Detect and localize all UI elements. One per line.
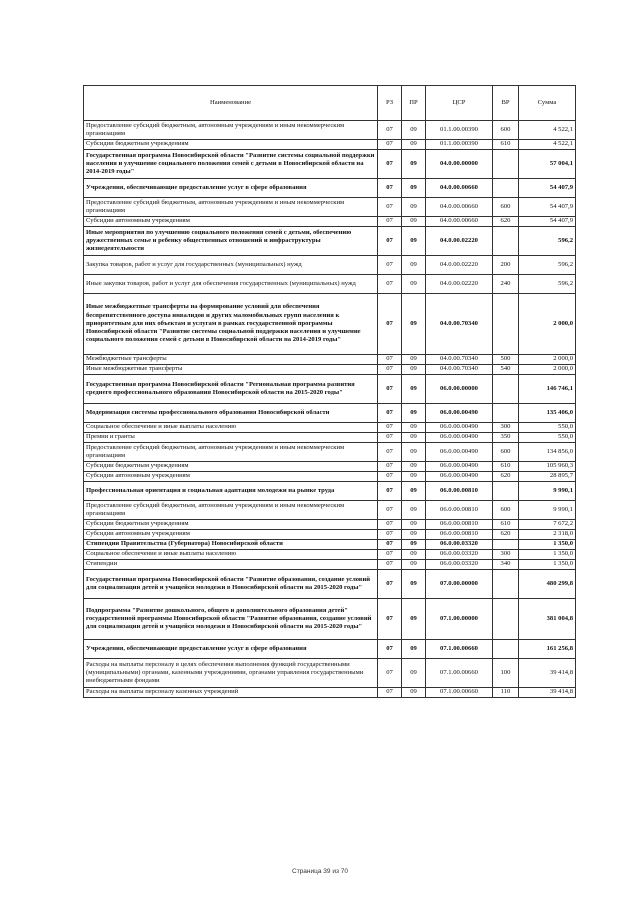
- row-csr-cell: 04.0.00.70340: [426, 355, 493, 365]
- row-sum-cell: 596,2: [519, 275, 576, 294]
- budget-table: [83, 85, 576, 698]
- row-sum-cell: 146 746,1: [519, 375, 576, 404]
- row-pr-cell: 09: [402, 121, 426, 140]
- table-row: [84, 560, 576, 570]
- row-pr-cell: 09: [402, 472, 426, 482]
- row-sum-cell: 1 350,0: [519, 550, 576, 560]
- row-pr-cell: 09: [402, 443, 426, 462]
- row-sum-cell: 57 004,1: [519, 150, 576, 179]
- row-rz-cell: 07: [378, 423, 402, 433]
- row-rz-cell: 07: [378, 355, 402, 365]
- row-rz-cell: 07: [378, 560, 402, 570]
- row-vr-cell: [493, 482, 519, 501]
- row-name-cell: Подпрограмма "Развитие дошкольного, общего и дополнительного образования детей" государственной программы Новосибирской области "Развитие образования, создание условий для социализации детей и учащейся молодежи в Новосибирской области на 2015-2020 годы": [84, 599, 378, 640]
- row-csr-cell: 06.0.00.00000: [426, 375, 493, 404]
- row-vr-cell: 350: [493, 433, 519, 443]
- row-csr-cell: 04.0.00.00660: [426, 198, 493, 217]
- table-row: [84, 433, 576, 443]
- row-name-cell: Профессиональная ориентация и социальная адаптация молодежи на рынке труда: [84, 482, 378, 501]
- row-pr-cell: 09: [402, 688, 426, 698]
- row-sum-cell: 28 895,7: [519, 472, 576, 482]
- row-vr-cell: [493, 294, 519, 355]
- row-vr-cell: [493, 150, 519, 179]
- row-vr-cell: 600: [493, 443, 519, 462]
- row-name-cell: Модернизация системы профессионального образования Новосибирской области: [84, 404, 378, 423]
- row-sum-cell: 4 522,1: [519, 140, 576, 150]
- row-rz-cell: 07: [378, 433, 402, 443]
- row-name-cell: Иные мероприятия по улучшению социального положения семей с детьми, обеспечению дружественных семье и ребенку общественных отношений и инфраструктуры жизнедеятельности: [84, 227, 378, 256]
- row-rz-cell: 07: [378, 443, 402, 462]
- row-sum-cell: 105 960,3: [519, 462, 576, 472]
- row-vr-cell: 300: [493, 423, 519, 433]
- row-csr-cell: 06.0.00.00810: [426, 482, 493, 501]
- row-vr-cell: 500: [493, 355, 519, 365]
- row-rz-cell: 07: [378, 530, 402, 540]
- row-vr-cell: 300: [493, 550, 519, 560]
- row-sum-cell: 135 406,0: [519, 404, 576, 423]
- header-sum: Сумма: [519, 86, 576, 121]
- table-row: [84, 520, 576, 530]
- row-pr-cell: 09: [402, 540, 426, 550]
- row-sum-cell: 7 672,2: [519, 520, 576, 530]
- row-name-cell: Государственная программа Новосибирской области "Развитие образования, создание условий для социализации детей и учащейся молодежи в Новосибирской области на 2015-2020 годы": [84, 570, 378, 599]
- row-pr-cell: 09: [402, 217, 426, 227]
- row-name-cell: Учреждения, обеспечивающие предоставление услуг в сфере образования: [84, 179, 378, 198]
- row-csr-cell: 01.1.00.00390: [426, 140, 493, 150]
- row-pr-cell: 09: [402, 256, 426, 275]
- row-csr-cell: 06.0.00.00490: [426, 472, 493, 482]
- row-pr-cell: 09: [402, 433, 426, 443]
- row-sum-cell: 550,0: [519, 423, 576, 433]
- row-name-cell: Субсидии автономным учреждениям: [84, 530, 378, 540]
- row-vr-cell: 240: [493, 275, 519, 294]
- row-rz-cell: 07: [378, 227, 402, 256]
- row-name-cell: Субсидии автономным учреждениям: [84, 217, 378, 227]
- row-pr-cell: 09: [402, 140, 426, 150]
- row-csr-cell: 06.0.00.03320: [426, 540, 493, 550]
- row-name-cell: Учреждения, обеспечивающие предоставление услуг в сфере образования: [84, 640, 378, 659]
- table-row: [84, 423, 576, 433]
- row-sum-cell: 2 000,0: [519, 355, 576, 365]
- row-vr-cell: [493, 599, 519, 640]
- row-name-cell: Предоставление субсидий бюджетным, автономным учреждениям и иным некоммерческим организациям: [84, 501, 378, 520]
- row-sum-cell: 2 318,0: [519, 530, 576, 540]
- row-pr-cell: 09: [402, 150, 426, 179]
- row-vr-cell: [493, 540, 519, 550]
- row-vr-cell: [493, 640, 519, 659]
- row-csr-cell: 06.0.00.00490: [426, 423, 493, 433]
- row-pr-cell: 09: [402, 570, 426, 599]
- row-csr-cell: 07.1.00.00660: [426, 688, 493, 698]
- row-rz-cell: 07: [378, 256, 402, 275]
- row-rz-cell: 07: [378, 217, 402, 227]
- row-sum-cell: 9 990,1: [519, 482, 576, 501]
- row-csr-cell: 06.0.00.00490: [426, 433, 493, 443]
- table-row: [84, 570, 576, 599]
- row-csr-cell: 01.1.00.00390: [426, 121, 493, 140]
- row-rz-cell: 07: [378, 501, 402, 520]
- row-vr-cell: 600: [493, 198, 519, 217]
- row-vr-cell: [493, 227, 519, 256]
- row-name-cell: Стипендии: [84, 560, 378, 570]
- table-row: [84, 217, 576, 227]
- row-sum-cell: 1 350,0: [519, 540, 576, 550]
- row-rz-cell: 07: [378, 375, 402, 404]
- row-csr-cell: 06.0.00.00490: [426, 462, 493, 472]
- row-sum-cell: 39 414,8: [519, 688, 576, 698]
- row-name-cell: Предоставление субсидий бюджетным, автономным учреждениям и иным некоммерческим организациям: [84, 443, 378, 462]
- table-row: [84, 443, 576, 462]
- row-name-cell: Социальное обеспечение и иные выплаты населению: [84, 550, 378, 560]
- row-sum-cell: 480 299,8: [519, 570, 576, 599]
- row-rz-cell: 07: [378, 404, 402, 423]
- table-row: [84, 472, 576, 482]
- table-row: [84, 198, 576, 217]
- row-csr-cell: 06.0.00.03320: [426, 550, 493, 560]
- row-name-cell: Субсидии бюджетным учреждениям: [84, 140, 378, 150]
- row-rz-cell: 07: [378, 150, 402, 179]
- row-rz-cell: 07: [378, 540, 402, 550]
- row-sum-cell: 54 407,9: [519, 198, 576, 217]
- row-rz-cell: 07: [378, 121, 402, 140]
- row-name-cell: Субсидии бюджетным учреждениям: [84, 520, 378, 530]
- row-name-cell: Предоставление субсидий бюджетным, автономным учреждениям и иным некоммерческим организациям: [84, 121, 378, 140]
- row-name-cell: Межбюджетные трансферты: [84, 355, 378, 365]
- table-row: [84, 501, 576, 520]
- row-vr-cell: 620: [493, 530, 519, 540]
- row-rz-cell: 07: [378, 659, 402, 688]
- header-rz: РЗ: [378, 86, 402, 121]
- table-row: [84, 294, 576, 355]
- table-row: [84, 150, 576, 179]
- table-row: [84, 404, 576, 423]
- table-row: [84, 640, 576, 659]
- row-pr-cell: 09: [402, 179, 426, 198]
- row-pr-cell: 09: [402, 423, 426, 433]
- table-row: [84, 355, 576, 365]
- row-rz-cell: 07: [378, 688, 402, 698]
- row-pr-cell: 09: [402, 227, 426, 256]
- row-vr-cell: 100: [493, 659, 519, 688]
- row-sum-cell: 596,2: [519, 227, 576, 256]
- row-pr-cell: 09: [402, 275, 426, 294]
- row-name-cell: Премии и гранты: [84, 433, 378, 443]
- row-csr-cell: 06.0.00.00810: [426, 501, 493, 520]
- row-rz-cell: 07: [378, 275, 402, 294]
- row-name-cell: Иные закупки товаров, работ и услуг для обеспечения государственных (муниципальных) нужд: [84, 275, 378, 294]
- row-pr-cell: 09: [402, 520, 426, 530]
- table-row: [84, 140, 576, 150]
- row-vr-cell: 200: [493, 256, 519, 275]
- row-pr-cell: 09: [402, 550, 426, 560]
- row-rz-cell: 07: [378, 640, 402, 659]
- row-pr-cell: 09: [402, 462, 426, 472]
- row-rz-cell: 07: [378, 472, 402, 482]
- table-row: [84, 659, 576, 688]
- table-row: [84, 256, 576, 275]
- row-pr-cell: 09: [402, 355, 426, 365]
- row-pr-cell: 09: [402, 365, 426, 375]
- table-row: [84, 275, 576, 294]
- row-vr-cell: 610: [493, 462, 519, 472]
- row-rz-cell: 07: [378, 462, 402, 472]
- row-name-cell: Иные межбюджетные трансферты: [84, 365, 378, 375]
- row-name-cell: Закупка товаров, работ и услуг для государственных (муниципальных) нужд: [84, 256, 378, 275]
- row-vr-cell: 620: [493, 472, 519, 482]
- row-name-cell: Субсидии автономным учреждениям: [84, 472, 378, 482]
- row-sum-cell: 134 856,0: [519, 443, 576, 462]
- row-csr-cell: 06.0.00.00810: [426, 520, 493, 530]
- row-vr-cell: 620: [493, 217, 519, 227]
- row-sum-cell: 9 990,1: [519, 501, 576, 520]
- row-sum-cell: 54 407,9: [519, 179, 576, 198]
- row-rz-cell: 07: [378, 294, 402, 355]
- row-vr-cell: 610: [493, 140, 519, 150]
- table-row: [84, 482, 576, 501]
- row-name-cell: Государственная программа Новосибирской области "Региональная программа развития среднего профессионального образования Новосибирской области на 2015-2020 годы": [84, 375, 378, 404]
- row-csr-cell: 04.0.00.02220: [426, 227, 493, 256]
- table-row: [84, 550, 576, 560]
- table-row: [84, 462, 576, 472]
- row-rz-cell: 07: [378, 365, 402, 375]
- table-row: [84, 530, 576, 540]
- row-csr-cell: 04.0.00.70340: [426, 294, 493, 355]
- row-name-cell: Стипендии Правительства (Губернатора) Новосибирской области: [84, 540, 378, 550]
- row-vr-cell: [493, 375, 519, 404]
- row-rz-cell: 07: [378, 550, 402, 560]
- row-sum-cell: 2 000,0: [519, 294, 576, 355]
- row-pr-cell: 09: [402, 659, 426, 688]
- row-sum-cell: 54 407,9: [519, 217, 576, 227]
- row-sum-cell: 550,0: [519, 433, 576, 443]
- row-name-cell: Субсидии бюджетным учреждениям: [84, 462, 378, 472]
- row-vr-cell: 540: [493, 365, 519, 375]
- row-vr-cell: 340: [493, 560, 519, 570]
- page-number: Страница 39 из 70: [292, 868, 348, 875]
- row-name-cell: Иные межбюджетные трансферты на формирование условий для обеспечения беспрепятственного доступа инвалидов и других маломобильных групп населения к приоритетным для них объектам и услугам в рамках государственной программы Новосибирской области "Развитие системы социальной поддержки населения и улучшение социального положения семей с детьми в Новосибирской области на 2014-2019 годы": [84, 294, 378, 355]
- row-csr-cell: 04.0.00.00660: [426, 217, 493, 227]
- table-header-row: [84, 86, 576, 121]
- row-sum-cell: 39 414,8: [519, 659, 576, 688]
- row-csr-cell: 07.1.00.00000: [426, 599, 493, 640]
- row-pr-cell: 09: [402, 599, 426, 640]
- row-csr-cell: 04.0.00.00660: [426, 179, 493, 198]
- table-row: [84, 540, 576, 550]
- row-name-cell: Государственная программа Новосибирской области "Развитие системы социальной поддержки населения и улучшение социального положения семей с детьми в Новосибирской области на 2014-2019 годы": [84, 150, 378, 179]
- row-rz-cell: 07: [378, 179, 402, 198]
- row-name-cell: Расходы на выплаты персоналу в целях обеспечения выполнения функций государственными (муниципальными) органами, казенными учреждениями, органами управления государственными внебюджетными фондами: [84, 659, 378, 688]
- row-sum-cell: 1 350,0: [519, 560, 576, 570]
- header-name: Наименование: [84, 86, 378, 121]
- row-name-cell: Предоставление субсидий бюджетным, автономным учреждениям и иным некоммерческим организациям: [84, 198, 378, 217]
- table-row: [84, 599, 576, 640]
- header-pr: ПР: [402, 86, 426, 121]
- table-row: [84, 365, 576, 375]
- row-vr-cell: [493, 404, 519, 423]
- header-csr: ЦСР: [426, 86, 493, 121]
- row-rz-cell: 07: [378, 140, 402, 150]
- row-vr-cell: 600: [493, 121, 519, 140]
- row-rz-cell: 07: [378, 599, 402, 640]
- row-rz-cell: 07: [378, 482, 402, 501]
- row-csr-cell: 07.1.00.00660: [426, 640, 493, 659]
- row-vr-cell: [493, 179, 519, 198]
- row-pr-cell: 09: [402, 294, 426, 355]
- table-row: [84, 179, 576, 198]
- row-vr-cell: 110: [493, 688, 519, 698]
- row-rz-cell: 07: [378, 520, 402, 530]
- row-name-cell: Расходы на выплаты персоналу казенных учреждений: [84, 688, 378, 698]
- row-pr-cell: 09: [402, 482, 426, 501]
- header-vr: ВР: [493, 86, 519, 121]
- row-sum-cell: 596,2: [519, 256, 576, 275]
- row-vr-cell: [493, 570, 519, 599]
- row-csr-cell: 04.0.00.70340: [426, 365, 493, 375]
- row-csr-cell: 06.0.00.03320: [426, 560, 493, 570]
- row-csr-cell: 07.0.00.00000: [426, 570, 493, 599]
- row-sum-cell: 4 522,1: [519, 121, 576, 140]
- row-pr-cell: 09: [402, 530, 426, 540]
- row-csr-cell: 04.0.00.00000: [426, 150, 493, 179]
- row-csr-cell: 04.0.00.02220: [426, 275, 493, 294]
- row-sum-cell: 161 256,8: [519, 640, 576, 659]
- row-rz-cell: 07: [378, 198, 402, 217]
- row-csr-cell: 06.0.00.00810: [426, 530, 493, 540]
- row-rz-cell: 07: [378, 570, 402, 599]
- row-pr-cell: 09: [402, 501, 426, 520]
- table-row: [84, 121, 576, 140]
- row-csr-cell: 07.1.00.00660: [426, 659, 493, 688]
- row-vr-cell: 610: [493, 520, 519, 530]
- row-sum-cell: 381 004,8: [519, 599, 576, 640]
- row-pr-cell: 09: [402, 404, 426, 423]
- row-pr-cell: 09: [402, 560, 426, 570]
- table-row: [84, 375, 576, 404]
- row-name-cell: Социальное обеспечение и иные выплаты населению: [84, 423, 378, 433]
- row-pr-cell: 09: [402, 198, 426, 217]
- row-pr-cell: 09: [402, 640, 426, 659]
- row-sum-cell: 2 000,0: [519, 365, 576, 375]
- table-row: [84, 688, 576, 698]
- row-vr-cell: 600: [493, 501, 519, 520]
- table-row: [84, 227, 576, 256]
- row-csr-cell: 06.0.00.00490: [426, 443, 493, 462]
- row-csr-cell: 06.0.00.00490: [426, 404, 493, 423]
- row-csr-cell: 04.0.00.02220: [426, 256, 493, 275]
- row-pr-cell: 09: [402, 375, 426, 404]
